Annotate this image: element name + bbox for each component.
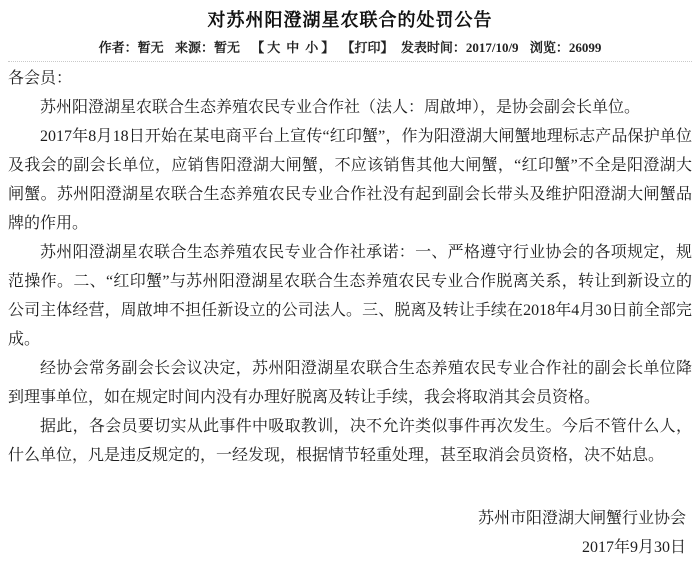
source-label: 来源：	[174, 40, 214, 55]
font-size-medium-button[interactable]: 中	[286, 40, 300, 55]
source-value: 暂无	[213, 40, 240, 55]
signature-date: 2017年9月30日	[581, 539, 686, 556]
paragraph-intro: 苏州阳澄湖星农联合生态养殖农民专业合作社（法人：周啟坤），是协会副会长单位。	[40, 99, 641, 116]
font-size-controls	[251, 40, 334, 55]
font-size-large-button[interactable]: 大	[267, 40, 281, 55]
views-value: 26099	[568, 40, 602, 55]
paragraph-violation: 2017年8月18日开始在某电商平台上宣传“红印蟹”，作为阳澄湖大闸蟹地理标志产品保护单位及我会的副会长单位，应销售阳澄湖大闸蟹，不应该销售其他大闸蟹，“红印蟹”不全是阳澄湖大闸蟹。苏州阳澄湖星农联合生态养殖农民专业合作社没有起到副会长带头及维护阳澄湖大闸蟹品牌的作用。	[8, 128, 692, 232]
announcement-page	[0, 8, 700, 562]
publish-time-value: 2017/10/9	[465, 40, 519, 55]
announcement-body	[8, 64, 692, 562]
source-field	[175, 40, 244, 55]
publish-time-field	[401, 40, 523, 55]
paragraph-commitments: 苏州阳澄湖星农联合生态养殖农民专业合作社承诺：一、严格遵守行业协会的各项规定，规范操作。二、“红印蟹”与苏州阳澄湖星农联合生态养殖农民专业合作脱离关系，转让到新设立的公司主体经营，周啟坤不担任新设立的公司法人。三、脱离及转让手续在2018年4月30日前全部完成。	[8, 244, 692, 348]
meta-divider	[8, 61, 692, 62]
page-title: 对苏州阳澄湖星农联合的处罚公告	[207, 10, 493, 30]
paragraph-warning: 据此，各会员要切实从此事件中吸取教训，决不允许类似事件再次发生。今后不管什么人，什么单位，凡是违反规定的，一经发现，根据情节轻重处理，甚至取消会员资格，决不姑息。	[8, 418, 692, 464]
publish-time-label: 发表时间：	[400, 40, 466, 55]
views-label: 浏览：	[529, 40, 569, 55]
author-value: 暂无	[137, 40, 164, 55]
signature: 苏州市阳澄湖大闸蟹行业协会	[477, 510, 686, 527]
views-field	[530, 40, 602, 55]
author-label: 作者：	[98, 40, 138, 55]
bracket-open: 【	[251, 40, 265, 55]
font-size-small-button[interactable]: 小	[305, 40, 319, 55]
author-field	[99, 40, 168, 55]
bracket-close: 】	[321, 40, 335, 55]
paragraph-decision: 经协会常务副会长会议决定，苏州阳澄湖星农联合生态养殖农民专业合作社的副会长单位降到理事单位，如在规定时间内没有办理好脱离及转让手续，我会将取消其会员资格。	[8, 360, 692, 406]
print-button[interactable]: 【打印】	[341, 40, 394, 55]
article-meta-bar	[8, 40, 692, 56]
salutation: 各会员：	[8, 70, 73, 87]
